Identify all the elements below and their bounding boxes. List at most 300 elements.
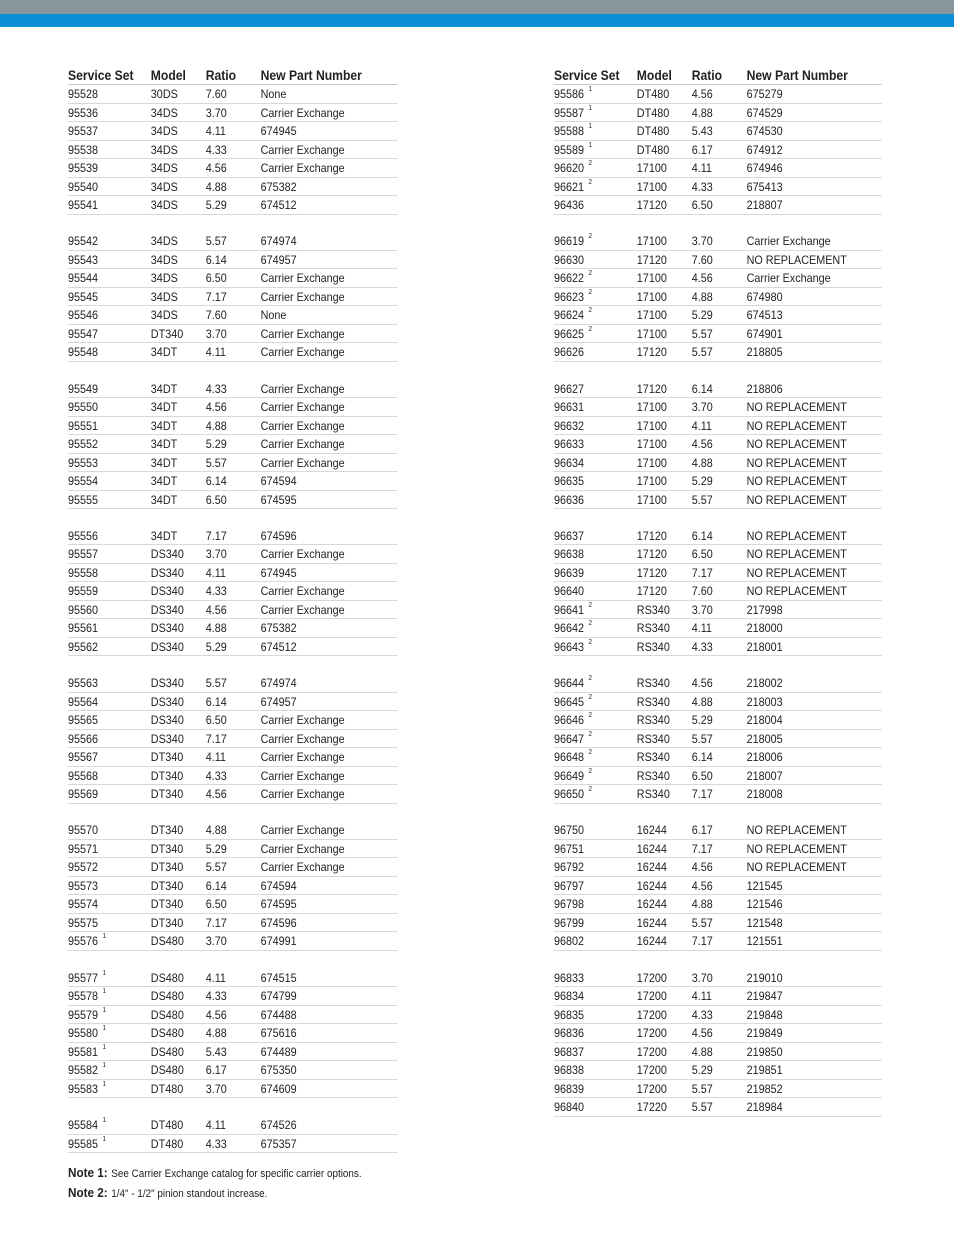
table-row [68,306,398,325]
new-part-number-cell: Carrier Exchange [260,860,345,875]
service-set-cell [68,454,151,472]
ratio-cell: 6.17 [691,823,713,838]
service-set-number: 95585 [68,1136,99,1151]
new-part-number-cell: 674512 [260,639,297,654]
service-set-cell [68,398,151,416]
model-cell: DS340 [150,602,184,617]
model-cell: 17200 [636,989,667,1004]
service-set-number: 96621 [554,179,585,194]
note-text: 1/4" - 1/2" pinion standout increase. [111,1188,268,1200]
table-row [68,674,398,693]
notes [68,1163,394,1203]
model-cell: DS340 [150,676,184,691]
model-cell: 17100 [636,474,667,489]
model-cell: 17100 [636,455,667,470]
table-row [554,435,882,454]
group-spacer [554,951,882,969]
table-row [554,1080,882,1099]
model-cell: 34DT [150,492,178,507]
service-set-cell [554,564,637,582]
new-part-number-cell: 219849 [746,1026,783,1041]
service-set-cell [554,343,637,361]
service-set-cell [68,914,151,932]
ratio-cell: 6.14 [205,878,227,893]
model-cell: 17100 [636,271,667,286]
service-set-cell [554,601,637,619]
service-set-number: 95538 [68,142,99,157]
model-cell: DS480 [150,970,184,985]
service-set-number: 96619 [554,234,585,249]
ratio-cell: 5.29 [691,1063,713,1078]
service-set-cell [68,545,151,563]
table-row [554,141,882,160]
new-part-number-cell: Carrier Exchange [260,105,345,120]
service-set-number: 96633 [554,437,585,452]
service-set-cell [68,987,151,1005]
table-row [68,767,398,786]
ratio-cell: 5.29 [205,639,227,654]
footnote-marker: 2 [588,675,593,683]
model-cell: DS480 [150,989,184,1004]
table-row [68,821,398,840]
new-part-number-cell: Carrier Exchange [260,418,345,433]
new-part-number-cell: 218007 [746,768,783,783]
service-set-cell [68,748,151,766]
new-part-number-cell: None [260,87,287,101]
footnote-marker: 2 [588,288,593,296]
model-cell: 17100 [636,437,667,452]
table-row [68,895,398,914]
table-row [554,840,882,859]
new-part-number-cell: 674512 [260,198,297,212]
service-set-number: 95569 [68,787,99,802]
ratio-cell: 7.17 [691,841,713,856]
service-set-cell [554,196,637,214]
ratio-cell: 4.56 [205,602,227,617]
ratio-cell: 4.88 [205,621,227,636]
ratio-cell: 6.14 [691,750,713,765]
service-set-cell [68,1135,151,1153]
model-cell: RS340 [636,676,670,691]
new-part-number-cell: Carrier Exchange [260,142,345,157]
model-cell: DS480 [150,1026,184,1041]
model-cell: 34DS [150,179,178,194]
model-cell: 17120 [636,381,667,396]
service-set-number: 96640 [554,584,585,599]
new-part-number-cell: Carrier Exchange [260,345,345,360]
new-part-number-cell: Carrier Exchange [260,713,345,728]
model-cell: RS340 [636,621,670,636]
service-set-number: 95557 [68,547,99,562]
footnote-marker: 2 [588,160,593,167]
table-row [554,877,882,896]
service-set-number: 95586 [554,87,585,101]
new-part-number-cell: 675382 [260,179,297,194]
table-row [68,1061,398,1080]
group-spacer [68,215,398,233]
ratio-cell: 4.33 [205,768,227,783]
service-set-number: 95584 [68,1118,99,1133]
new-part-number-cell: NO REPLACEMENT [746,418,847,433]
service-set-cell [554,527,637,545]
ratio-cell: 3.70 [691,400,713,415]
group-spacer [68,509,398,527]
ratio-cell: 4.11 [691,418,712,433]
table-row [554,343,882,362]
new-part-number-cell: NO REPLACEMENT [746,400,847,415]
table-row [554,491,882,510]
service-set-number: 95577 [68,970,99,985]
new-part-number-cell: 674945 [260,565,297,580]
table-row [554,674,882,693]
service-set-number: 96624 [554,308,585,323]
ratio-cell: 4.56 [691,437,713,452]
service-set-number: 96840 [554,1100,585,1115]
new-part-number-cell: 219852 [746,1081,783,1096]
service-set-number: 96792 [554,860,585,875]
table-row [68,159,398,178]
service-set-number: 96638 [554,547,585,562]
ratio-cell: 4.56 [205,787,227,802]
service-set-cell [554,159,637,177]
service-set-cell [554,748,637,766]
new-part-number-cell: Carrier Exchange [260,289,345,304]
ratio-cell: 3.70 [205,547,227,562]
table-row [68,785,398,804]
footnote-marker: 1 [102,1025,107,1033]
new-part-number-cell: 674529 [746,105,783,120]
new-part-number-cell: 218005 [746,731,783,746]
new-part-number-cell: NO REPLACEMENT [746,252,847,267]
ratio-cell: 3.70 [205,1081,227,1096]
ratio-cell: 3.70 [205,105,227,120]
new-part-number-cell: 219850 [746,1044,783,1059]
service-set-number: 96637 [554,528,585,543]
ratio-cell: 6.17 [205,1063,227,1078]
new-part-number-cell: 121551 [746,934,783,949]
service-set-number: 96642 [554,621,585,636]
new-part-number-cell: 674526 [260,1118,297,1133]
new-part-number-header: New Part Number [746,68,848,83]
service-set-cell [68,821,151,839]
service-set-number: 96647 [554,731,585,746]
new-part-number-cell: 674594 [260,474,297,489]
new-part-number-cell: Carrier Exchange [260,787,345,802]
ratio-cell: 7.17 [205,915,227,930]
model-cell: 17100 [636,418,667,433]
footnote-marker: 1 [102,1062,107,1070]
service-set-cell [68,417,151,435]
service-set-number: 96639 [554,565,585,580]
service-set-cell [68,895,151,913]
service-set-cell [68,1043,151,1061]
new-part-number-cell: 674530 [746,124,783,138]
model-header: Model [636,68,672,83]
model-cell: 16244 [636,860,667,875]
footnote-marker: 2 [588,620,593,628]
service-set-number: 95547 [68,326,99,341]
table-row [68,1043,398,1062]
service-set-number: 96644 [554,676,585,691]
ratio-cell: 6.50 [205,897,227,912]
model-cell: 17100 [636,234,667,249]
footnote-marker: 1 [102,1117,107,1125]
model-cell: DT480 [150,1081,184,1096]
ratio-cell: 7.60 [691,584,713,599]
new-part-number-cell: 674957 [260,694,297,709]
service-set-number: 96649 [554,768,585,783]
ratio-cell: 4.88 [205,179,227,194]
service-set-number: 95567 [68,750,99,765]
ratio-cell: 5.57 [691,345,713,360]
table-row [68,269,398,288]
footnote-marker: 1 [102,1006,107,1014]
ratio-cell: 4.56 [691,878,713,893]
footnote-marker: 1 [102,1135,107,1143]
model-cell: 17200 [636,1081,667,1096]
table-row [68,398,398,417]
ratio-cell: 4.11 [205,970,226,985]
service-set-number: 95541 [68,198,99,212]
footnote-marker: 2 [588,749,593,757]
service-set-number: 96834 [554,989,585,1004]
service-set-number: 95563 [68,676,99,691]
new-part-number-cell: 674901 [746,326,783,341]
service-set-number: 96648 [554,750,585,765]
model-cell: DT340 [150,915,184,930]
service-set-cell [68,711,151,729]
service-set-cell [554,785,637,803]
model-cell: 34DT [150,381,178,396]
service-set-cell [554,858,637,876]
service-set-cell [554,840,637,858]
service-set-number: 96650 [554,787,585,802]
ratio-cell: 4.11 [205,1118,226,1133]
table-row [554,785,882,804]
table-row [554,380,882,399]
service-set-number: 95539 [68,161,99,175]
service-set-cell [554,1006,637,1024]
model-cell: 17220 [636,1100,667,1115]
footnote-marker: 2 [588,601,593,609]
ratio-cell: 7.60 [691,252,713,267]
service-set-cell [68,693,151,711]
service-set-cell [68,858,151,876]
service-set-number: 96643 [554,639,585,654]
table-row [554,178,882,197]
new-part-number-cell: Carrier Exchange [260,602,345,617]
model-cell: RS340 [636,694,670,709]
ratio-cell: 6.14 [205,694,227,709]
new-part-number-cell: 218008 [746,787,783,802]
model-cell: 16244 [636,841,667,856]
service-set-cell [68,564,151,582]
model-cell: 16244 [636,878,667,893]
service-set-number: 95553 [68,455,99,470]
new-part-number-cell: 218003 [746,694,783,709]
ratio-cell: 4.88 [205,823,227,838]
table-row [68,1006,398,1025]
ratio-cell: 4.56 [205,161,227,175]
new-part-number-cell: 674957 [260,252,297,267]
service-set-cell [68,932,151,950]
table-row [68,711,398,730]
new-part-number-cell: Carrier Exchange [260,841,345,856]
new-part-number-cell: 218004 [746,713,783,728]
service-set-number: 96835 [554,1007,585,1022]
new-part-number-cell: 674596 [260,528,297,543]
table-row [554,638,882,657]
service-set-number: 95576 [68,934,99,949]
table-row [68,251,398,270]
new-part-number-cell: 675382 [260,621,297,636]
ratio-cell: 6.50 [205,713,227,728]
table-row [554,932,882,951]
model-cell: 16244 [636,915,667,930]
table-row [554,545,882,564]
service-set-cell [68,1080,151,1098]
service-set-number: 95570 [68,823,99,838]
table-row [68,178,398,197]
service-set-cell [68,269,151,287]
model-cell: 17200 [636,970,667,985]
note-label: Note 2: [68,1185,108,1200]
model-cell: 17120 [636,345,667,360]
service-set-number: 95562 [68,639,99,654]
table-row [68,840,398,859]
footnote-marker: 1 [102,1043,107,1051]
service-set-number: 96797 [554,878,585,893]
model-cell: DS340 [150,565,184,580]
model-cell: 34DS [150,252,178,267]
ratio-cell: 4.88 [691,289,713,304]
service-set-cell [554,398,637,416]
service-set-cell [68,638,151,656]
new-part-number-cell: Carrier Exchange [260,326,345,341]
model-cell: 34DS [150,308,178,323]
ratio-cell: 5.57 [205,234,227,249]
service-set-number: 95571 [68,841,99,856]
footnote-marker: 1 [588,86,593,93]
ratio-cell: 6.14 [691,381,713,396]
new-part-number-cell: 218006 [746,750,783,765]
service-set-cell [68,840,151,858]
model-cell: DS340 [150,731,184,746]
model-cell: DS340 [150,713,184,728]
service-set-number: 96631 [554,400,585,415]
ratio-cell: 4.56 [691,87,713,101]
table-row [554,767,882,786]
model-cell: 34DT [150,474,178,489]
service-set-cell [68,232,151,250]
table-row [68,1135,398,1154]
table-row [554,454,882,473]
service-set-number: 96634 [554,455,585,470]
service-set-number: 95548 [68,345,99,360]
footnote-marker: 2 [588,270,593,278]
ratio-cell: 7.60 [205,308,227,323]
new-part-number-cell: 674991 [260,934,297,949]
ratio-cell: 4.56 [691,676,713,691]
service-set-number: 95552 [68,437,99,452]
service-set-cell [554,232,637,250]
ratio-cell: 6.14 [205,474,227,489]
footnote-marker: 1 [102,933,107,941]
service-set-number: 95564 [68,694,99,709]
table-row [68,141,398,160]
service-set-cell [68,601,151,619]
service-set-cell [554,178,637,196]
model-cell: DT340 [150,860,184,875]
model-cell: RS340 [636,768,670,783]
model-cell: DS340 [150,639,184,654]
service-set-number: 96750 [554,823,585,838]
service-set-number: 95546 [68,308,99,323]
model-cell: 34DT [150,418,178,433]
table-row [68,343,398,362]
model-cell: 17100 [636,492,667,507]
service-set-number: 95561 [68,621,99,636]
service-set-number: 95545 [68,289,99,304]
model-cell: 34DS [150,105,178,120]
ratio-cell: 4.88 [691,897,713,912]
footnote-marker: 1 [588,141,593,149]
new-part-number-cell: NO REPLACEMENT [746,584,847,599]
service-set-number: 95575 [68,915,99,930]
new-part-number-cell: NO REPLACEMENT [746,547,847,562]
model-cell: 17200 [636,1063,667,1078]
new-part-number-cell: 675357 [260,1136,297,1151]
service-set-cell [68,877,151,895]
service-set-cell [554,1080,637,1098]
new-part-number-cell: NO REPLACEMENT [746,492,847,507]
new-part-number-cell: 674609 [260,1081,297,1096]
table-row [554,398,882,417]
model-cell: 17200 [636,1007,667,1022]
ratio-cell: 5.57 [691,1100,713,1115]
model-cell: DS340 [150,694,184,709]
service-set-cell [554,491,637,509]
service-set-cell [554,711,637,729]
ratio-cell: 4.56 [691,1026,713,1041]
service-set-cell [554,1061,637,1079]
table-row [68,1080,398,1099]
ratio-cell: 4.56 [205,400,227,415]
service-set-number: 95540 [68,179,99,194]
table-row [554,987,882,1006]
new-part-number-cell: None [260,308,287,323]
new-part-number-cell: Carrier Exchange [260,437,345,452]
table-row [68,85,398,104]
ratio-cell: 7.17 [691,787,713,802]
new-part-number-cell: Carrier Exchange [260,731,345,746]
model-cell: 17100 [636,400,667,415]
ratio-cell: 7.17 [205,528,227,543]
footnote-marker: 2 [588,638,593,646]
table-row [554,417,882,436]
service-set-cell [68,1061,151,1079]
service-set-cell [68,582,151,600]
service-set-cell [68,380,151,398]
new-part-number-cell: 219848 [746,1007,783,1022]
model-cell: 17100 [636,326,667,341]
service-set-number: 95549 [68,381,99,396]
model-cell: DT340 [150,326,184,341]
model-cell: DT340 [150,750,184,765]
service-set-cell [68,325,151,343]
service-set-cell [68,767,151,785]
model-cell: 17100 [636,161,667,175]
